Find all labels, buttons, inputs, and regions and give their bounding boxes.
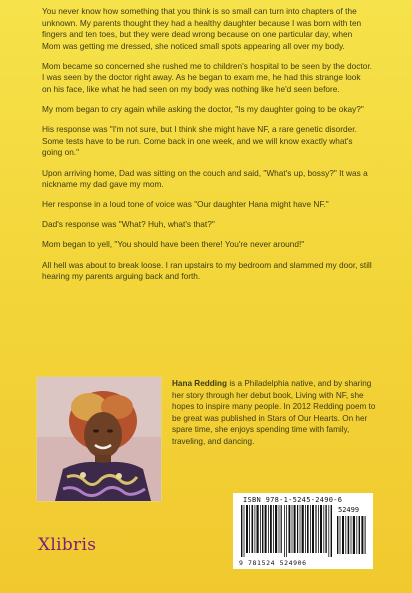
barcode bbox=[233, 493, 373, 569]
author-photo bbox=[36, 376, 162, 502]
excerpt-paragraph: My mom began to cry again while asking the doctor, "Is my daughter going to be okay?" bbox=[42, 104, 364, 115]
author-name: Hana Redding bbox=[172, 379, 228, 388]
barcode-number: 9 781524 524906 bbox=[239, 559, 307, 567]
barcode-bars bbox=[241, 505, 333, 557]
excerpt-text bbox=[42, 6, 372, 291]
author-bio-text: is a Philadelphia native, and by sharing her story through her debut book, Living with NF, she hopes to inspire many people. In 2012 Redding poem to be great was published in Stars of Our Hearts. On her spare time, she enjoys spending time with family, traveling, and dancing. bbox=[172, 379, 376, 446]
author-bio bbox=[172, 378, 378, 447]
excerpt-paragraph: Mom began to yell, "You should have been there! You're never around!" bbox=[42, 239, 305, 250]
excerpt-paragraph: Mom became so concerned she rushed me to children's hospital to be seen by the doctor. I was seen by the doctor right away. As he began to exam me, he had this strange look on his face, like what he had seen on my body was nothing like he'd seen before. bbox=[42, 60, 372, 95]
excerpt-paragraph: Her response in a loud tone of voice was "Our daughter Hana might have NF." bbox=[42, 199, 329, 210]
isbn-label: ISBN 978-1-5245-2490-6 bbox=[243, 496, 343, 504]
excerpt-paragraph: His response was "I'm not sure, but I think she might have NF, a rare genetic disorder. Some tests have to be run. Come back in one week, and we will know exactly what's going on." bbox=[42, 124, 357, 158]
publisher-logo: Xlibris bbox=[38, 535, 97, 555]
excerpt-paragraph: Dad's response was "What? Huh, what's that?" bbox=[42, 219, 215, 230]
excerpt-paragraph: You never know how something that you think is so small can turn into chapters of the unknown. My parents thought they had a healthy daughter because I was born with ten fingers and ten toes, but they were dead wrong because on one particular day, when Mom was getting me dressed, she noticed small spots appearing all over my body. bbox=[42, 6, 362, 51]
author-portrait-image bbox=[37, 377, 161, 501]
price-barcode-bars bbox=[337, 516, 367, 554]
excerpt-paragraph: Upon arriving home, Dad was sitting on the couch and said, "What's up, bossy?" It was a nickname my dad gave my mom. bbox=[42, 167, 368, 190]
price-code: 52499 bbox=[338, 506, 360, 514]
excerpt-paragraph: All hell was about to break loose. I ran upstairs to my bedroom and slammed my door, still hearing my parents arguing back and forth. bbox=[42, 259, 372, 282]
